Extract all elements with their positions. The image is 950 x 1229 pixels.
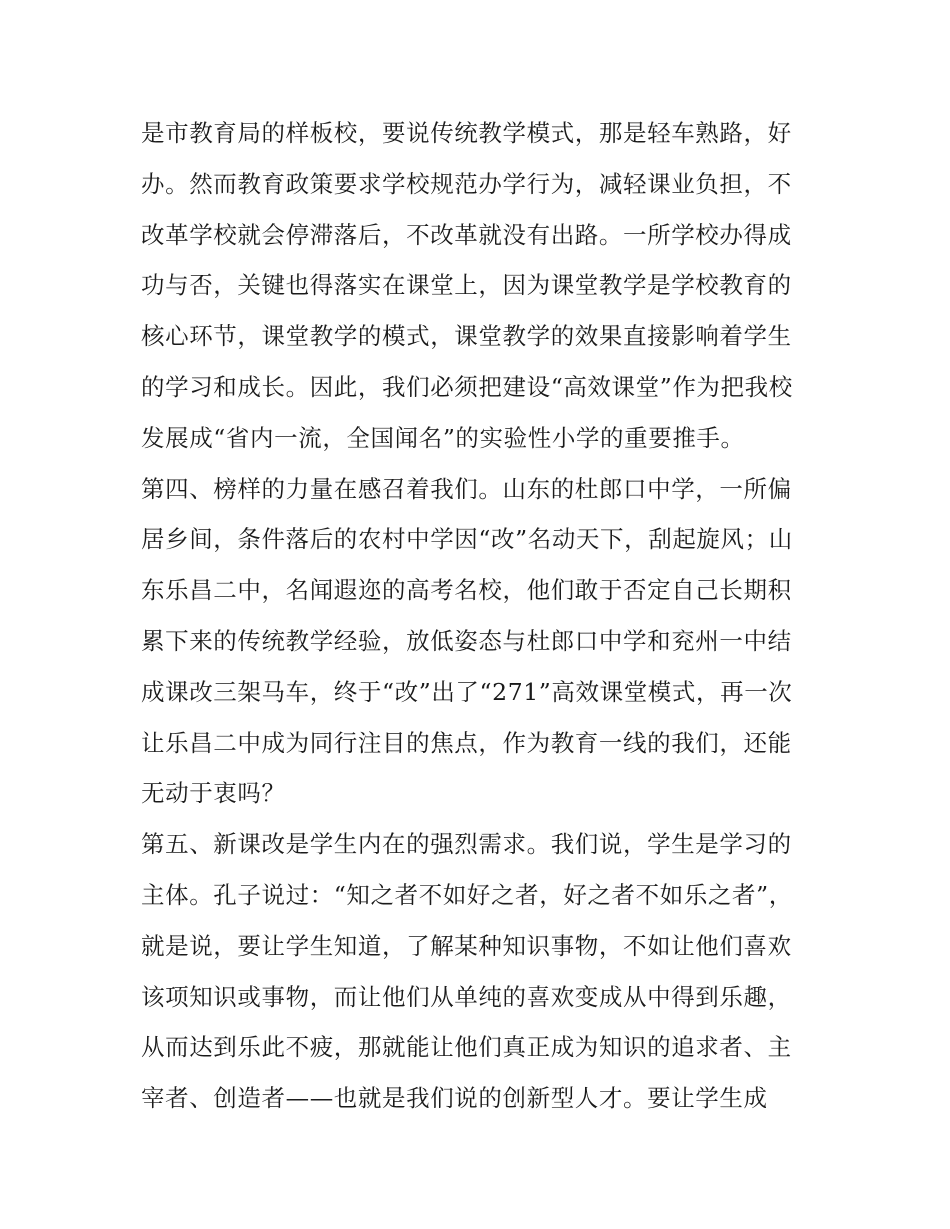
text-line: 成课改三架马车，终于“改”出了“271”高效课堂模式，再一次 — [141, 677, 793, 706]
text-line: 无动于衷吗？ — [141, 779, 286, 808]
text-line: 核心环节，课堂教学的模式，课堂教学的效果直接影响着学生 — [141, 322, 792, 351]
text-line: 发展成“省内一流，全国闻名”的实验性小学的重要推手。 — [141, 423, 745, 452]
text-line: 第五、新课改是学生内在的强烈需求。我们说，学生是学习的 — [141, 830, 792, 859]
text-line: 改革学校就会停滞落后，不改革就没有出路。一所学校办得成 — [141, 220, 792, 249]
body-text — [141, 108, 821, 1124]
text-line: 就是说，要让学生知道，了解某种知识事物，不如让他们喜欢 — [141, 931, 792, 960]
text-line: 功与否，关键也得落实在课堂上，因为课堂教学是学校教育的 — [141, 271, 792, 300]
text-line: 宰者、创造者——也就是我们说的创新型人才。要让学生成 — [141, 1084, 768, 1113]
text-line: 居乡间，条件落后的农村中学因“改”名动天下，刮起旋风；山 — [141, 525, 793, 554]
text-line: 东乐昌二中，名闻遐迩的高考名校，他们敢于否定自己长期积 — [141, 576, 792, 605]
text-line: 是市教育局的样板校，要说传统教学模式，那是轻车熟路，好 — [141, 119, 792, 147]
text-line: 办。然而教育政策要求学校规范办学行为，减轻课业负担，不 — [141, 169, 792, 198]
text-line: 第四、榜样的力量在感召着我们。山东的杜郎口中学，一所偏 — [141, 474, 792, 503]
text-line: 主体。孔子说过：“知之者不如好之者，好之者不如乐之者”， — [141, 880, 793, 909]
text-line: 累下来的传统教学经验，放低姿态与杜郎口中学和兖州一中结 — [141, 626, 792, 655]
text-line: 让乐昌二中成为同行注目的焦点，作为教育一线的我们，还能 — [141, 728, 792, 757]
text-line: 从而达到乐此不疲，那就能让他们真正成为知识的追求者、主 — [141, 1033, 792, 1062]
text-line: 该项知识或事物，而让他们从单纯的喜欢变成从中得到乐趣， — [141, 982, 792, 1011]
text-line: 的学习和成长。因此，我们必须把建设“高效课堂”作为把我校 — [141, 372, 793, 401]
